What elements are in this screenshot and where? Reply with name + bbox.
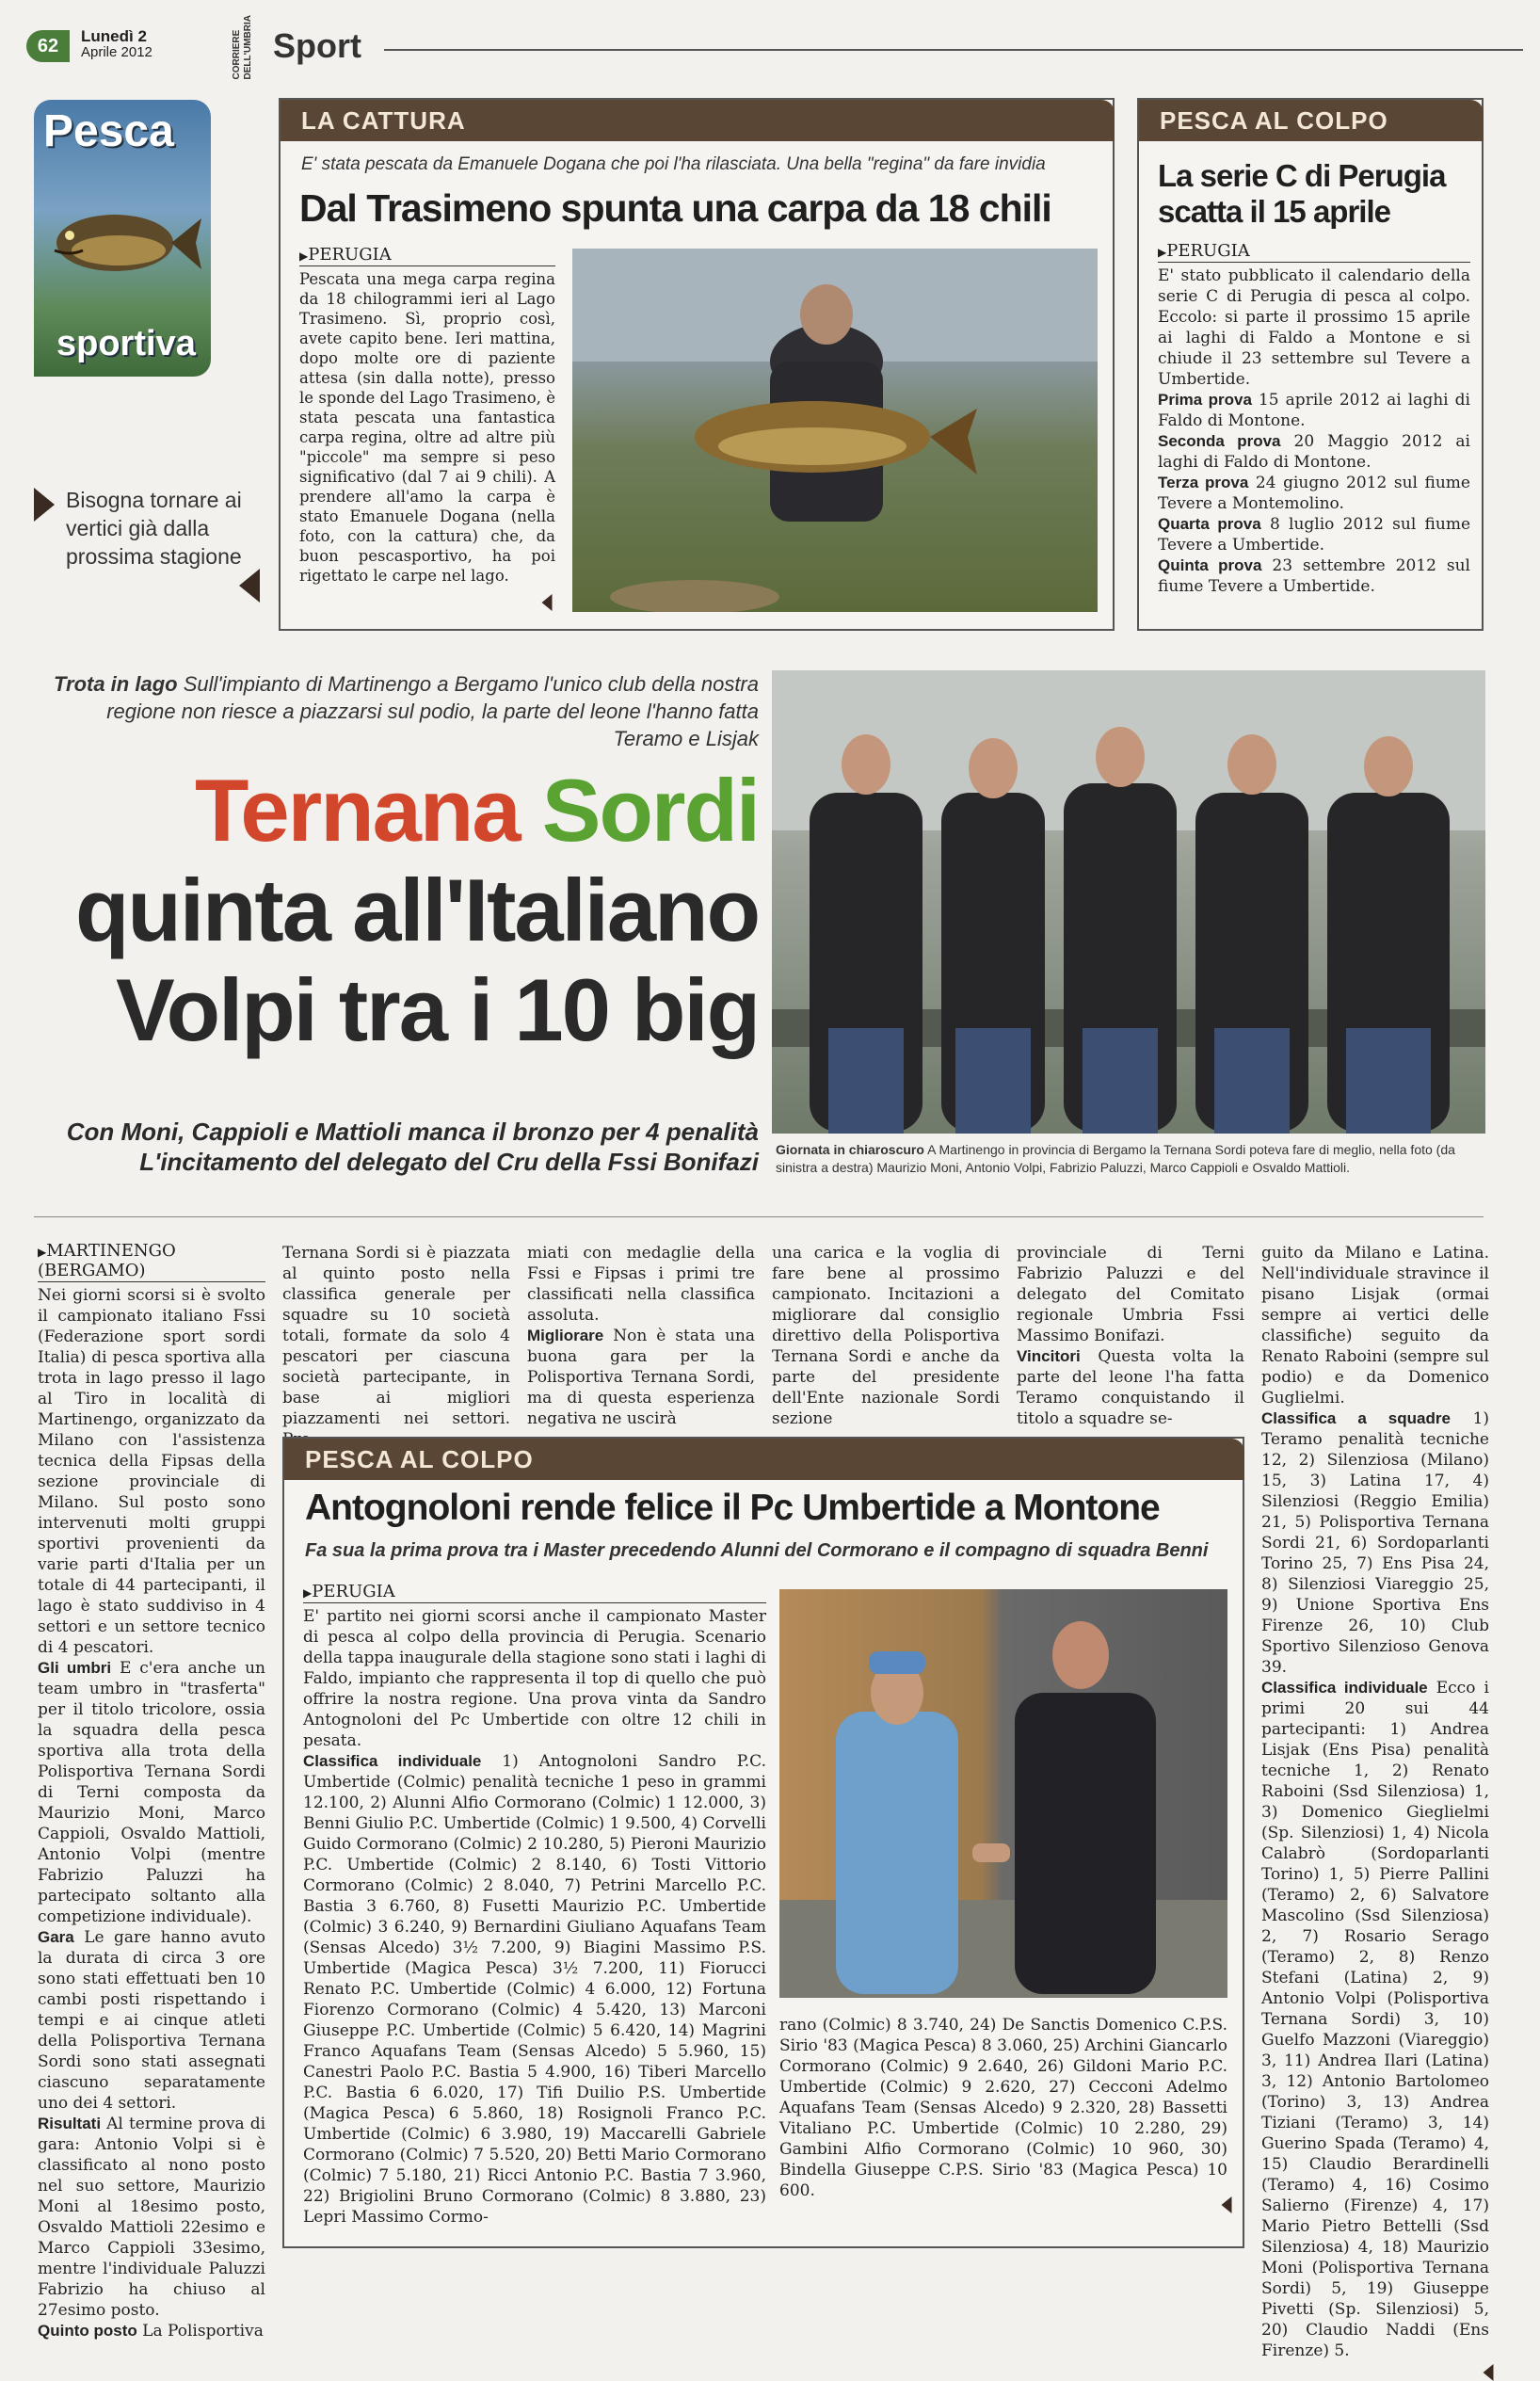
main-subtitle-line-1: Con Moni, Cappioli e Mattioli manca il bronzo per 4 penalità: [66, 1118, 759, 1146]
classifica-left: Classifica individuale 1) Antognoloni Sandro P.C. Umbertide (Colmic) penalità tecniche 1 peso in grammi 12.100, 2) Alunni Alfio Cormorano (Colmic) 1 12.000, 3) Benni Giulio P.C. Umbertide (Colmic) 1 9.500, 4) Corvelli Guido Cormorano (Colmic) 2 10.280, 5) Pieroni Maurizio P.C. Umbertide (Colmic) 2 8.140, 6) Tosti Vittorio Cormorano (Colmic) 2 8.040, 7) Petrini Marcello P.C. Bastia 3 6.760, 8) Fusetti Maurizio P.C. Umbertide (Colmic) 3 6.240, 9) Bernardini Giuliano Aquafans Team (Sensas Alcedo) 3½ 7.200, 9) Biagini Massimo P.S. Umbertide (Magica Pesca) 3½ 7.200, 11) Fiorucci Renato P.C. Umbertide (Colmic) 4 6.000, 12) Fortuna Fiorenzo Cormorano (Colmic) 4 5.420, 13) Marconi Giuseppe P.C. Umbertide (Colmic) 5 6.420, 14) Magrini Franco Aquafans Team (Sensas Alcedo) 5 5.960, 15) Canestri Paolo P.C. Bastia 5 4.900, 16) Tiberi Marcello P.C. Bastia 6 6.020, 17) Tifi Duilio P.S. Umbertide (Magica Pesca) 6 5.860, 18) Rosignoli Franco P.C. Umbertide (Colmic) 6 3.980, 19) Maccarelli Gabriele Cormorano (Colmic) 7 5.520, 20) Betti Mario Cormorano (Colmic) 7 5.180, 21) Ricci Antonio P.C. Bastia 7 3.960, 22) Brigiolini Bruno Cormorano (Colmic) 8 3.880, 23) Lepri Massimo Cormo-: [303, 1752, 766, 2227]
teaser-arrow-icon: [34, 488, 55, 522]
pesca-colpo-label-1: PESCA AL COLPO: [1139, 100, 1484, 141]
main-col-1: [38, 1241, 265, 2341]
cattura-dateline: ▶ PERUGIA: [299, 245, 555, 266]
team-photo: [772, 670, 1485, 1134]
calendar-item: Seconda prova 20 Maggio 2012 ai laghi di Faldo di Montone.: [1158, 432, 1470, 472]
rubric-teaser: [34, 486, 260, 608]
main-col-3: [527, 1243, 755, 1429]
header-rule: [384, 49, 1523, 51]
pesca-colpo-photo: [779, 1589, 1227, 1998]
main-paragraph: guito da Milano e Latina. Nell'individuale stravince il pisano Lisjak (ormai sempre ai vertici delle classifiche) seguito da Renato Raboini (sempre sul podio) e da Domenico Guglielmi.: [1261, 1244, 1489, 1408]
page-number: 62: [37, 36, 59, 56]
cattura-box: [279, 98, 1115, 631]
main-kicker-text: Sull'impianto di Martinengo a Bergamo l'unico club della nostra regione non riesce a piazzarsi sul podio, la parte del leone l'hanno fatta Teramo e Lisjak: [106, 672, 759, 750]
main-title-green: Sordi: [541, 761, 759, 860]
pesca-colpo-title-1: La serie C di Perugia scatta il 15 aprile: [1158, 158, 1446, 229]
pesca-colpo-box-2: [282, 1437, 1244, 2248]
main-paragraph: Migliorare Non è stata una buona gara per la Polisportiva Ternana Sordi, ma di questa esperienza negativa ne uscirà: [527, 1327, 755, 1428]
main-col-4: una carica e la voglia di fare bene al prossimo campionato. Incitazioni a migliorare dal consiglio direttivo della Polisportiva Ternana Sordi e anche da parte del presidente dell'Ente nazionale Sordi sezione: [772, 1244, 1000, 1428]
calendar-item: Quinta prova 23 settembre 2012 sul fiume Tevere a Umbertide.: [1158, 556, 1470, 596]
main-title-line-2: quinta all'Italiano: [75, 861, 759, 959]
main-paragraph: Risultati Al termine prova di gara: Antonio Volpi si è classificato al nono posto nel suo settore, Maurizio Moni al 18esimo posto, Osvaldo Mattioli 22esimo e Marco Cappioli 33esimo, mentre l'individuale Paluzzi Fabrizio ha chiuso al 27esimo posto.: [38, 2115, 266, 2320]
calendar-item: Terza prova 24 giugno 2012 sul fiume Tevere a Montemolino.: [1158, 474, 1470, 513]
main-paragraph: Gara Le gare hanno avuto la durata di circa 3 ore sono stati effettuati ben 10 cambi posti rispettando i tempi e ai cinque atleti della Polisportiva Ternana Sordi sono stati assegnati ciascuno separatamente uno dei 4 settori.: [38, 1928, 265, 2113]
main-story-rule: [34, 1216, 1484, 1217]
page-number-badge: [26, 30, 70, 62]
cattura-kicker: E' stata pescata da Emanuele Dogana che poi l'ha rilasciata. Una bella "regina" da fare invidia: [301, 154, 1046, 174]
cattura-title: Dal Trasimeno spunta una carpa da 18 chili: [299, 186, 1051, 230]
section-title: Sport: [273, 26, 361, 65]
main-kicker-label: Trota in lago: [53, 672, 178, 696]
main-paragraph: Classifica a squadre 1) Teramo penalità tecniche 12, 2) Silenziosa (Milano) 15, 3) Latina 17, 4) Silenziosi (Reggio Emilia) 21, 5) Polisportiva Ternana Sordi 21, 6) Sordoparlanti Torino 25, 7) Ens Pisa 24, 8) Silenziosi Viareggio 25, 9) Unione Sportiva Ens Firenze 26, 10) Club Sportivo Silenzioso Genova 39.: [1261, 1409, 1490, 1677]
main-title-line-1: [34, 761, 759, 861]
cattura-body: Pescata una mega carpa regina da 18 chilogrammi ieri al Lago Trasimeno. Sì, proprio così, avete capito bene. Ieri mattina, dopo molte ore di paziente attesa (sin dalla notte), presso le sponde del Lago Trasimeno, è stata pescata una fantastica carpa regina, oltre ad altre più "piccole" ma sempre si peso significativo (dal 7 ai 9 chili). A prendere all'amo la carpa è stato Emanuele Dogana (nella foto, con la cattura) che, da buon pescasportivo, ha poi rigettato le carpe nel lago.: [299, 270, 555, 585]
calendar-item: Prima prova 15 aprile 2012 ai laghi di Faldo di Montone.: [1158, 391, 1470, 430]
teaser-text: Bisogna tornare ai vertici già dalla prossima stagione: [66, 488, 242, 569]
main-paragraph: Classifica individuale Ecco i primi 20 sui 44 partecipanti: 1) Andrea Lisjak (Ens Pisa) penalità tecniche 1, 2) Renato Raboini (Ssd Silenziosa) 1, 3) Domenico Gieglielmi (Sp. Silenziosi) 1, 4) Nicola Calabrò (Sordoparlanti Torino) 1, 5) Pierre Pallini (Teramo) 2, 6) Salvatore Mascolino (Ssd Silenziosa) 2, 7) Rosario Serago (Teramo) 2, 8) Renzo Stefani (Latina) 2, 9) Antonio Volpi (Polisportiva Ternana Sordi) 3, 10) Guelfo Mazzoni (Viareggio) 3, 11) Andrea Ilari (Latina) 3, 12) Antonio Bartolomeo (Torino) 3, 13) Andrea Tiziani (Teramo) 3, 14) Guerino Spada (Teramo) 4, 15) Claudio Berardinelli (Teramo) 4, 16) Cosimo Salierno (Firenze) 4, 17) Mario Pietro Bettelli (Ssd Silenziosa) 4, 18) Maurizio Moni (Polisportiva Ternana Sordi) 5, 19) Giuseppe Pivetti (Sp. Silenziosi) 5, 20) Claudio Naddi (Ens Firenze) 5.: [1261, 1679, 1489, 2360]
main-title-red: Ternana: [194, 761, 520, 860]
main-col-6: [1261, 1243, 1489, 2361]
pesca-colpo-box-1: [1137, 98, 1484, 631]
main-title-line-3: Volpi tra i 10 big: [115, 960, 759, 1059]
main-paragraph: Quinto posto La Polisportiva: [38, 2322, 264, 2341]
pesca-colpo-end-icon: [1222, 2196, 1232, 2213]
main-paragraph: Gli umbri E c'era anche un team umbro in "trasferta" per il titolo tricolore, ossia la squadra della pesca sportiva alla trota della Polisportiva Ternana Sordi di Terni composta da Maurizio Moni, Marco Cappioli, Osvaldo Mattioli, Antonio Volpi (mentre Fabrizio Paluzzi ha partecipato soltanto alla competizione individuale).: [38, 1659, 266, 1926]
cattura-end-icon: [542, 594, 553, 611]
pesca-colpo-label-2: PESCA AL COLPO: [284, 1439, 1244, 1480]
pesca-colpo-title-2: Antognoloni rende felice il Pc Umbertide a Montone: [305, 1488, 1160, 1528]
teaser-end-icon: [239, 569, 260, 603]
main-paragraph: Nei giorni scorsi si è svolto il campionato italiano Fssi (Federazione sport sordi Italia) di pesca sportiva alla trota in lago presso il lago al Tiro in località di Martinengo, organizzato da Milano con l'assistenza tecnica della Fipsas della sezione provinciale di Milano. Sul posto sono intervenuti molti gruppi sportivi provenienti da varie parti d'Italia per un totale di 44 partecipanti, il lago è stato suddiviso in 4 settori e un settore tecnico di 4 pescatori.: [38, 1286, 265, 1657]
pesca-colpo-subtitle-2: Fa sua la prima prova tra i Master precedendo Alunni del Cormorano e il compagno di squadra Benni: [305, 1540, 1209, 1561]
fish-icon: [41, 185, 203, 298]
pesca-colpo-dateline-2: ▶ PERUGIA: [303, 1582, 766, 1603]
main-subtitle: [34, 1117, 759, 1177]
main-title: [34, 761, 759, 1060]
main-paragraph: miati con medaglie della Fssi e Fipsas i primi tre classificati nella classifica assoluta.: [527, 1244, 755, 1325]
rubric-logo: [34, 100, 211, 377]
main-kicker: [34, 670, 759, 752]
caption-label: Giornata in chiaroscuro: [776, 1142, 924, 1157]
main-end-icon: [1484, 2364, 1494, 2381]
classifica-right: rano (Colmic) 8 3.740, 24) De Sanctis Domenico C.P.S. Sirio '83 (Magica Pesca) 8 3.060, 25) Archini Giancarlo Cormorano (Colmic) 9 2.640, 26) Gildoni Mario P.C. Umbertide (Colmic) 9 2.620, 27) Cecconi Adelmo Aquafans Team (Sensas Alcedo) 9 2.320, 28) Bassetti Vitaliano P.C. Umbertide (Colmic) 10 2.280, 29) Gambini Alfio Cormorano (Colmic) 10 960, 30) Bindella Giuseppe C.P.S. Sirio '83 (Magica Pesca) 10 600.: [779, 2016, 1227, 2200]
pesca-colpo-intro-1: E' stato pubblicato il calendario della serie C di Perugia di pesca al colpo. Eccolo: si parte il prossimo 15 aprile ai laghi di Faldo a Montone e si chiude il 23 settembre sul Tevere a Umbertide.: [1158, 266, 1470, 389]
team-photo-caption: [776, 1141, 1484, 1177]
main-subtitle-line-2: L'incitamento del delegato del Cru della Fssi Bonifazi: [139, 1148, 759, 1176]
page-header: [26, 15, 1523, 80]
cattura-label: LA CATTURA: [281, 100, 1115, 141]
cattura-photo: [572, 249, 1098, 612]
header-day: Lunedì 2: [81, 27, 147, 45]
pesca-colpo-intro-2: E' partito nei giorni scorsi anche il campionato Master di pesca al colpo della provincia di Perugia. Scenario della tappa inaugurale della stagione sono stati i laghi di Faldo, impianto che rappresenta il top di quello che può offrire la nostra regione. Una prova vinta da Sandro Antognoloni del Pc Umbertide con oltre 12 chili in pesata.: [303, 1607, 766, 1750]
calendar-item: Quarta prova 8 luglio 2012 sul fiume Tevere a Umbertide.: [1158, 515, 1471, 555]
main-paragraph: provinciale di Terni Fabrizio Paluzzi e del delegato del Comitato regionale Umbria Fssi Massimo Bonifazi.: [1017, 1244, 1244, 1345]
main-dateline: ▶ MARTINENGO (BERGAMO): [38, 1241, 265, 1282]
caption-text: A Martinengo in provincia di Bergamo la Ternana Sordi poteva fare di meglio, nella foto (da sinistra a destra) Maurizio Moni, Antonio Volpi, Fabrizio Paluzzi, Marco Cappioli e Osvaldo Mattioli.: [776, 1142, 1455, 1175]
header-month-year: Aprile 2012: [81, 44, 152, 60]
main-col-5: [1017, 1243, 1244, 1429]
paper-logo: CORRIERE DELL'UMBRIA: [232, 15, 253, 80]
main-paragraph: Vincitori Questa volta la parte del leone l'ha fatta Teramo conquistando il titolo a squadre se-: [1017, 1347, 1245, 1428]
main-col-2: Ternana Sordi si è piazzata al quinto posto nella classifica generale per squadre su 10 società totali, formate da solo 4 pescatori per ciascuna società partecipante, in base ai migliori piazzamenti nei settori.: [282, 1244, 510, 1428]
pesca-colpo-dateline-1: ▶ PERUGIA: [1158, 241, 1470, 263]
rubric-title-bottom: sportiva: [56, 324, 196, 363]
rubric-title-top: Pesca: [43, 106, 174, 156]
